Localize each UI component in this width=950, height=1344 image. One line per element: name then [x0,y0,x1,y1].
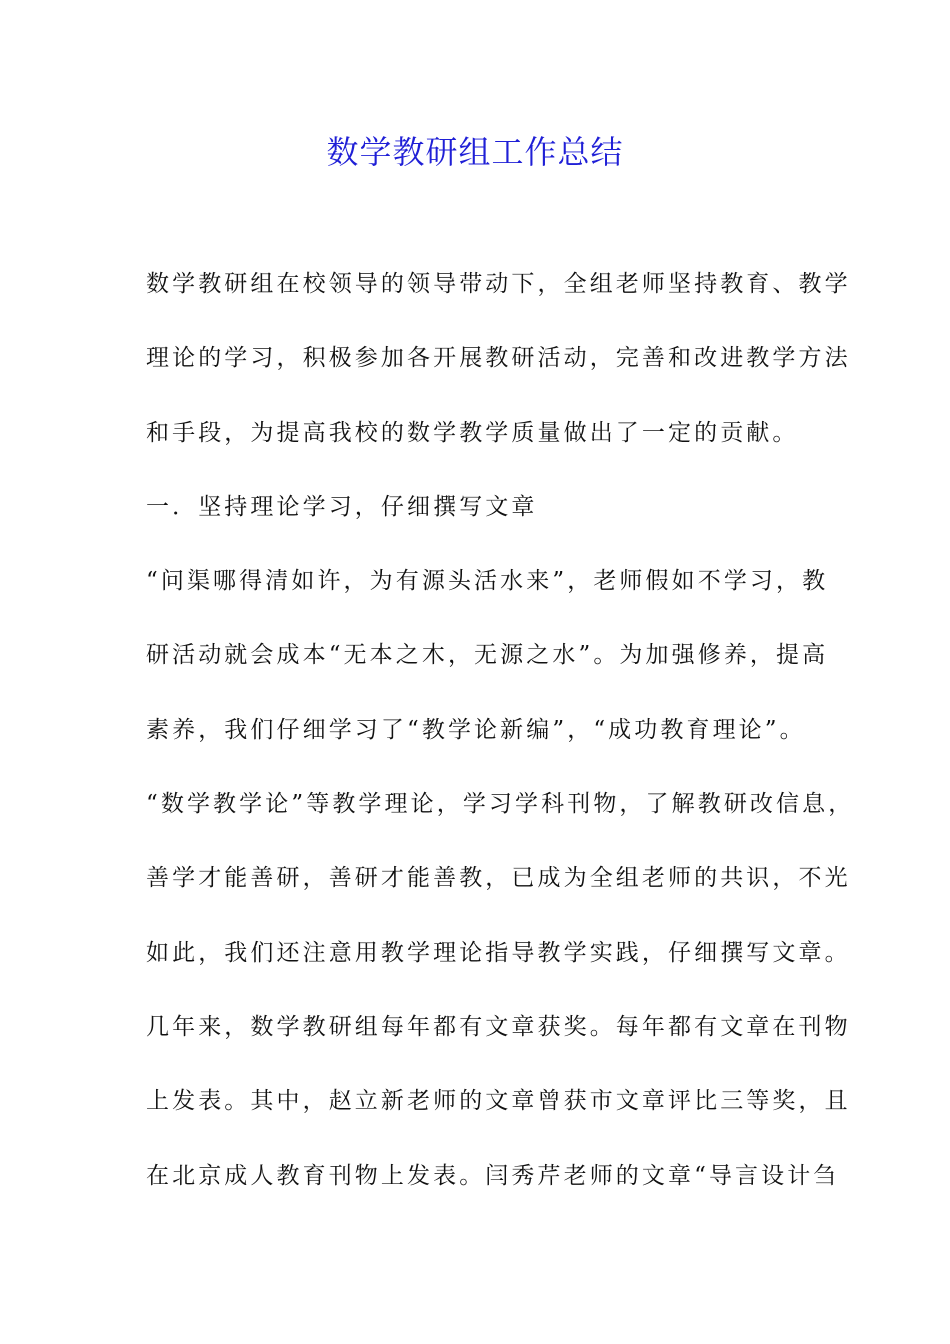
section-heading-1: 一．坚持理论学习，仔细撰写文章 [146,493,538,520]
body-line-9: 善学才能善研，善研才能善教，已成为全组老师的共识，不光 [146,865,851,892]
body-line-6: 研活动就会成本“无本之木，无源之水”。为加强修养，提高 [146,642,829,669]
body-line-10: 如此，我们还注意用教学理论指导教学实践，仔细撰写文章。 [146,939,851,966]
body-line-3: 和手段，为提高我校的数学教学质量做出了一定的贡献。 [146,419,799,446]
document-body [146,261,855,1227]
body-line-2: 理论的学习，积极参加各开展教研活动，完善和改进教学方法 [146,345,851,372]
document-title: 数学教研组工作总结 [326,133,624,171]
body-line-13: 在北京成人教育刊物上发表。闫秀芹老师的文章“导言设计刍 [146,1162,840,1189]
body-line-1: 数学教研组在校领导的领导带动下，全组老师坚持教育、教学 [146,271,851,297]
body-line-11: 几年来，数学教研组每年都有文章获奖。每年都有文章在刊物 [146,1013,851,1040]
body-line-12: 上发表。其中，赵立新老师的文章曾获市文章评比三等奖，且 [146,1088,851,1115]
body-line-7: 素养，我们仔细学习了“教学论新编”，“成功教育理论”。 [146,716,806,743]
body-line-5: “问渠哪得清如许，为有源头活水来”，老师假如不学习，教 [146,568,829,595]
body-line-8: “数学教学论”等教学理论，学习学科刊物，了解教研改信息， [146,791,855,818]
